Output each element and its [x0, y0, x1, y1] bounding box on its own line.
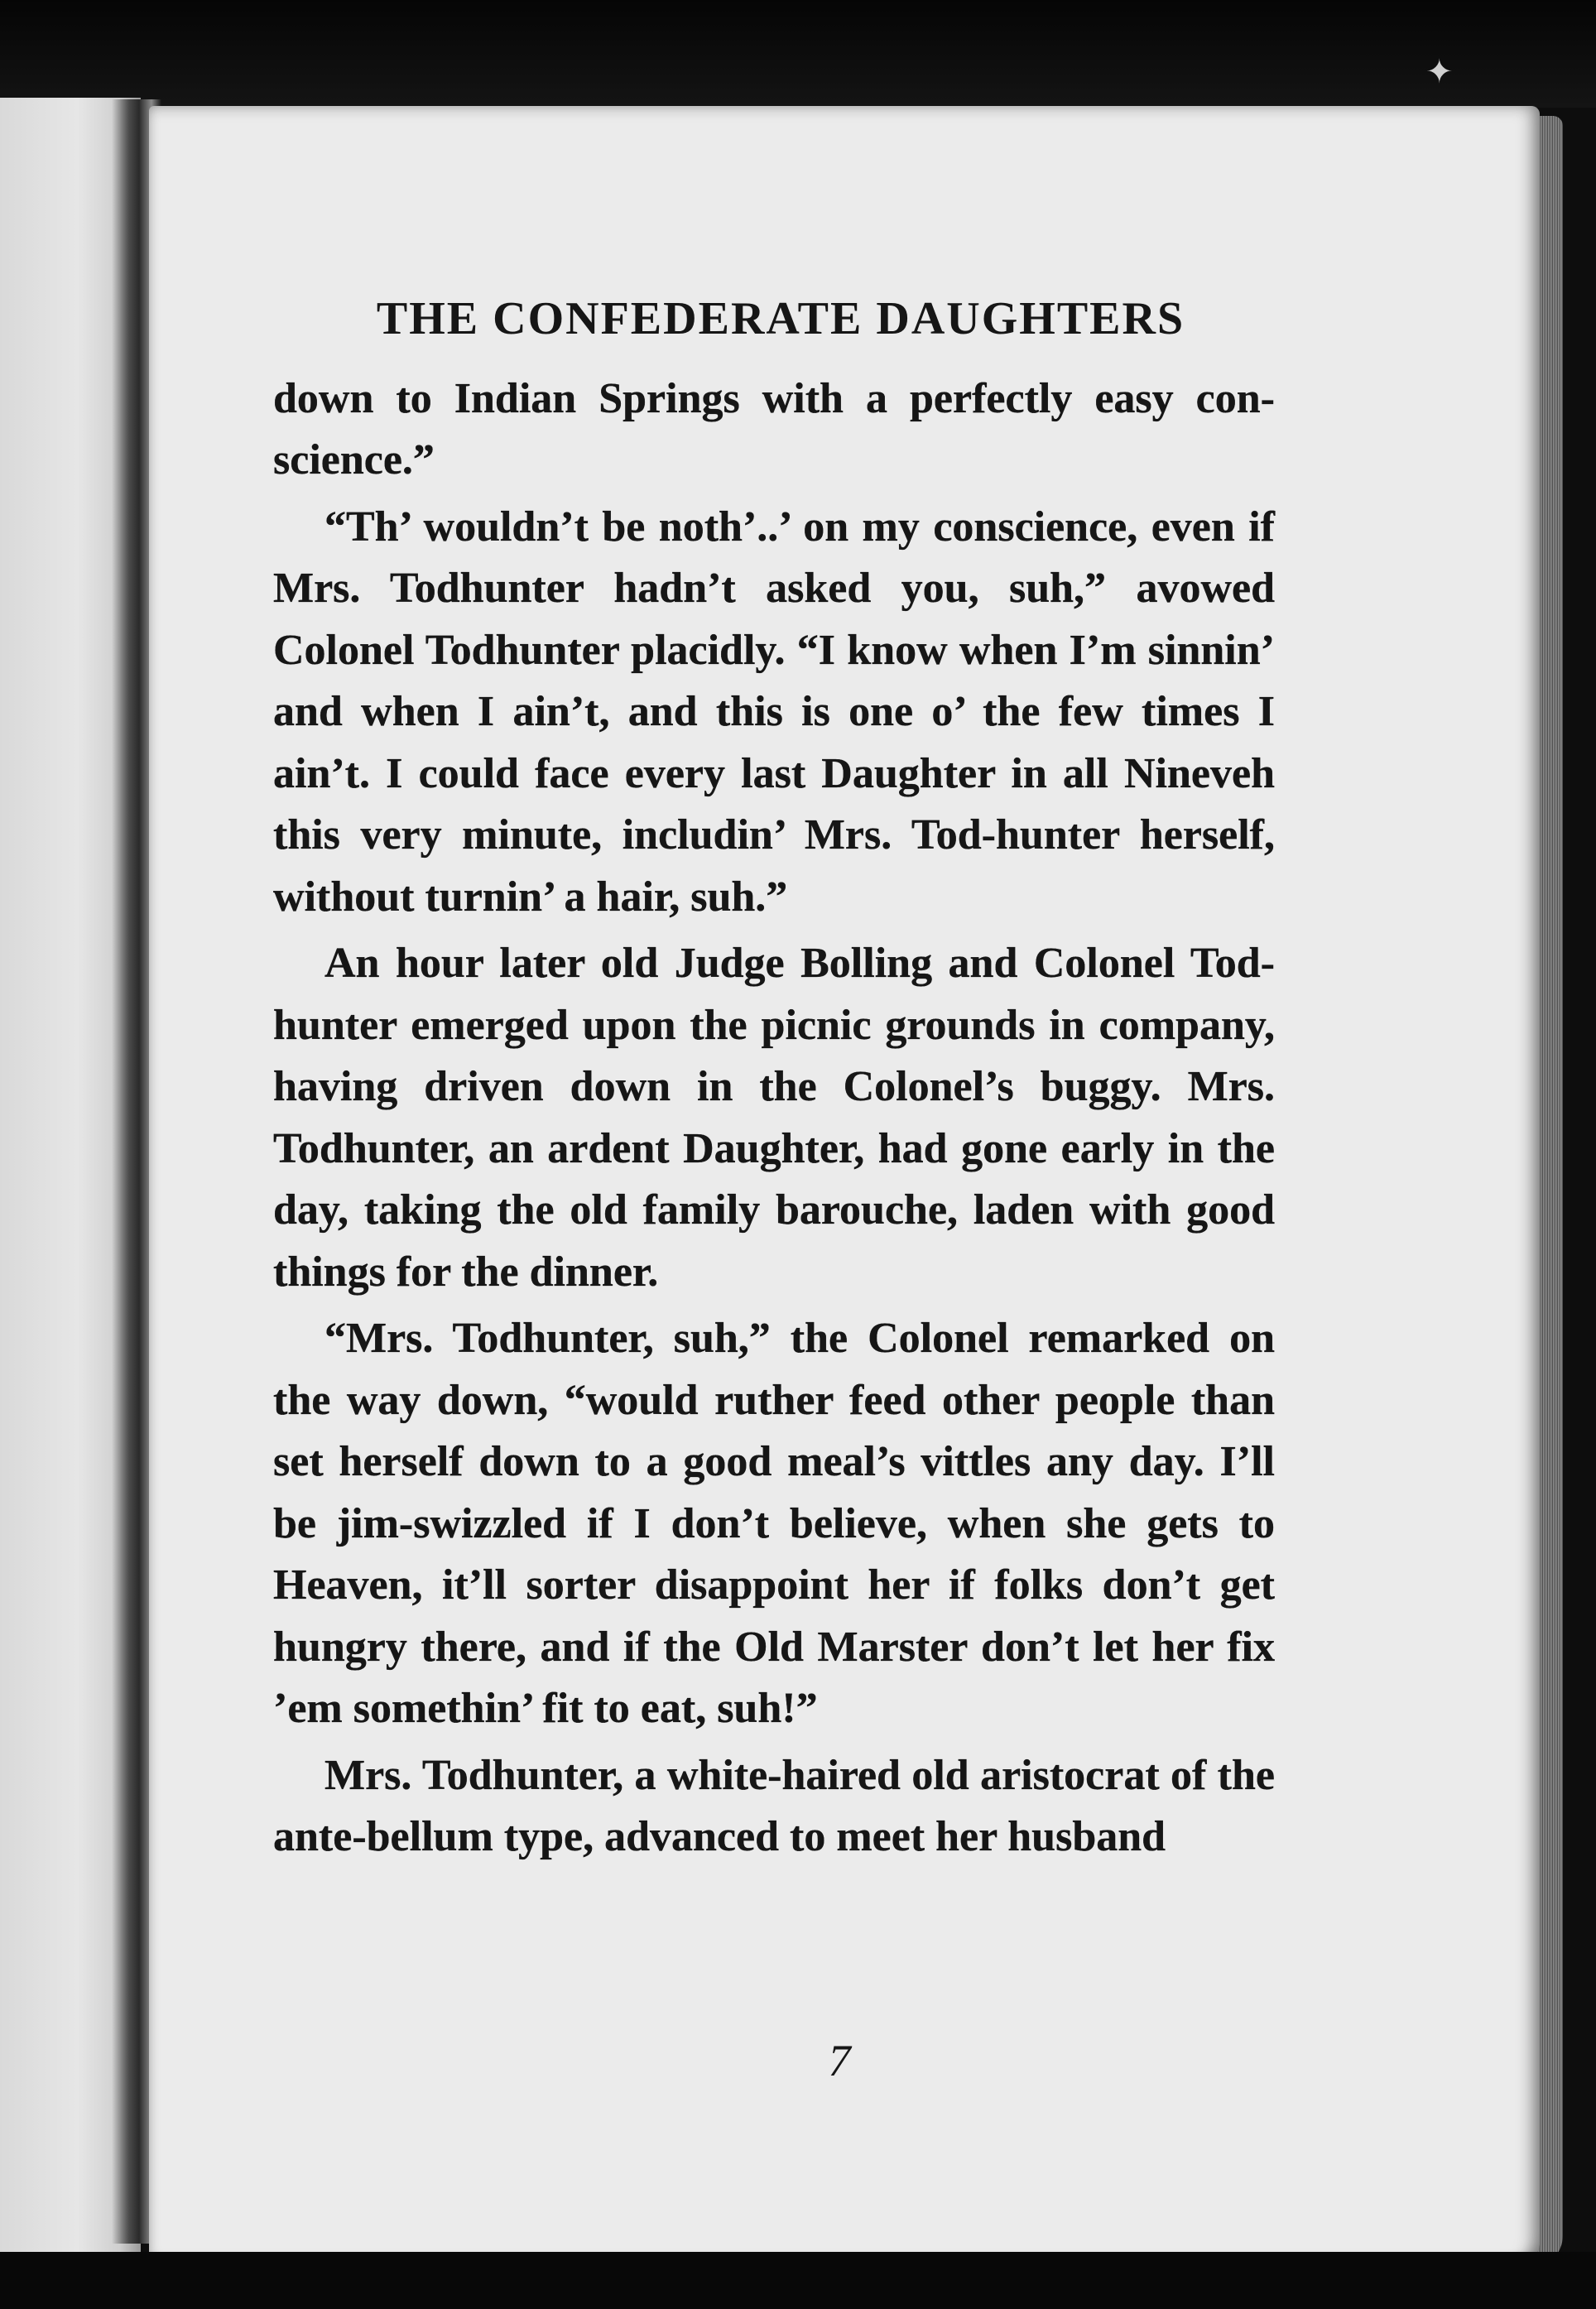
paragraph-2: “Th’ wouldn’t be noth’..’ on my conscience, even if Mrs. Todhunter hadn’t asked you, suh,” avowed Colonel Todhunter placidly. “I know when I’m sinnin’ and when I ain’t, and this is one o’ the few times I ain’t. I could face every last Daughter in all Nineveh this very minute, includin’ Mrs. Tod-hunter herself, without turnin’ a hair, suh.”: [273, 503, 1275, 921]
page-number: 7: [828, 2036, 851, 2085]
paragraph-1: down to Indian Springs with a perfectly easy con-science.”: [273, 374, 1275, 484]
paragraph-5: Mrs. Todhunter, a white-haired old aristocrat of the ante-bellum type, advanced to meet her husband: [273, 1751, 1275, 1861]
scan-bottom-border: [0, 2252, 1596, 2309]
running-head: THE CONFEDERATE DAUGHTERS: [376, 293, 1185, 344]
scan-top-border: [0, 0, 1596, 108]
scan-artifact-icon: ✦: [1425, 53, 1454, 91]
paragraph-3: An hour later old Judge Bolling and Colonel Tod-hunter emerged upon the picnic grounds in company, having driven down in the Colonel’s buggy. Mrs. Todhunter, an ardent Daughter, had gone early in the day, taking the old family barouche, laden with good things for the dinner.: [273, 940, 1275, 1296]
page-text-block: [273, 294, 1275, 1869]
paragraph-4: “Mrs. Todhunter, suh,” the Colonel remarked on the way down, “would ruther feed other people than set herself down to a good meal’s vittles any day. I’ll be jim-swizzled if I don’t believe, when she gets to Heaven, it’ll sorter disappoint her if folks don’t get hungry there, and if the Old Marster don’t let her fix ’em somethin’ fit to eat, suh!”: [273, 1315, 1275, 1733]
